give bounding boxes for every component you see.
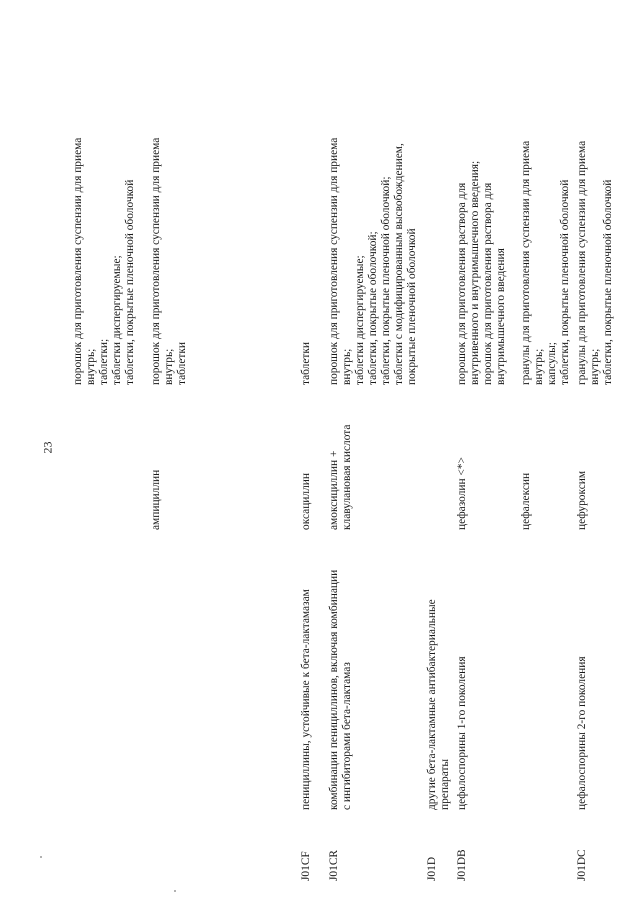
drug-name-line: цефалексин: [520, 472, 532, 530]
dosage-forms-line: таблетки, покрытые пленочной оболочкой: [602, 179, 614, 385]
dosage-forms-line: внутрь;: [85, 348, 97, 385]
dosage-forms-line: порошок для приготовления суспензии для приема: [328, 137, 340, 385]
dosage-forms: [520, 25, 572, 385]
drug-name: [576, 400, 589, 530]
dosage-forms-line: таблетки, покрытые пленочной оболочкой: [559, 179, 571, 385]
drug-name-line: оксациллин: [300, 473, 312, 530]
atc-group-line: цефалоспорины 1-го поколения: [456, 656, 468, 810]
atc-group: [456, 540, 469, 810]
atc-group: [300, 540, 313, 810]
atc-group: [426, 540, 452, 810]
drug-name-line: цефуроксим: [576, 470, 588, 530]
dosage-forms-line: внутримышечного введения: [495, 248, 507, 385]
atc-group-line: цефалоспорины 2-го поколения: [576, 656, 588, 810]
dosage-forms-line: порошок для приготовления раствора для: [482, 182, 494, 385]
dosage-forms-line: таблетки, покрытые пленочной оболочкой: [124, 179, 136, 385]
dosage-forms: [576, 25, 615, 385]
drug-name: [300, 400, 313, 530]
dosage-forms-line: внутривенного и внутримышечного введения;: [469, 160, 481, 385]
page-number: 23: [40, 441, 55, 454]
dosage-forms-line: таблетки с модифицированным высвобождением,: [393, 143, 405, 385]
atc-group-line: с ингибиторами бета-лактамаз: [341, 662, 353, 810]
dosage-forms: [150, 25, 189, 385]
drug-name: [150, 400, 163, 530]
drug-name-line: цефазолин <*>: [456, 457, 468, 530]
dosage-forms-line: таблетки, покрытые оболочкой;: [367, 231, 379, 385]
dosage-forms-line: капсулы;: [546, 342, 558, 385]
atc-group-line: препараты: [439, 758, 451, 810]
dosage-forms-line: таблетки: [300, 341, 312, 385]
atc-code: J01CR: [328, 849, 340, 881]
atc-group-line: комбинации пенициллинов, включая комбинации: [328, 569, 340, 810]
atc-group: [576, 540, 589, 810]
scan-speck: [174, 890, 176, 892]
drug-name: [328, 400, 354, 530]
atc-group: [328, 540, 354, 810]
dosage-forms-line: внутрь;: [163, 348, 175, 385]
dosage-forms-line: таблетки диспергируемые;: [111, 255, 123, 385]
dosage-forms-line: внутрь;: [533, 348, 545, 385]
dosage-forms-line: таблетки: [176, 341, 188, 385]
scan-speck: [40, 856, 42, 858]
dosage-forms-line: покрытые пленочной оболочкой: [406, 228, 418, 385]
dosage-forms: [72, 25, 137, 385]
dosage-forms: [456, 25, 508, 385]
atc-code: J01D: [426, 856, 438, 881]
dosage-forms-line: порошок для приготовления суспензии для приема: [72, 137, 84, 385]
drug-name-line: амоксициллин +: [328, 450, 340, 530]
atc-code: J01DC: [576, 849, 588, 881]
atc-group-line: пенициллины, устойчивые к бета-лактамазам: [300, 589, 312, 810]
dosage-forms-line: таблетки;: [98, 338, 110, 385]
atc-code: J01DB: [456, 849, 468, 881]
dosage-forms-line: внутрь;: [589, 348, 601, 385]
dosage-forms-line: таблетки диспергируемые;: [354, 255, 366, 385]
dosage-forms-line: таблетки, покрытые пленочной оболочкой;: [380, 176, 392, 385]
dosage-forms: [328, 25, 419, 385]
dosage-forms: [300, 25, 313, 385]
dosage-forms-line: гранулы для приготовления суспензии для приема: [520, 140, 532, 385]
dosage-forms-line: порошок для приготовления суспензии для приема: [150, 137, 162, 385]
drug-name: [520, 400, 533, 530]
dosage-forms-line: гранулы для приготовления суспензии для приема: [576, 140, 588, 385]
drug-name-line: ампициллин: [150, 469, 162, 530]
atc-group-line: другие бета-лактамные антибактериальные: [426, 599, 438, 810]
dosage-forms-line: порошок для приготовления раствора для: [456, 182, 468, 385]
drug-name-line: клавулановая кислота: [341, 424, 353, 530]
drug-name: [456, 400, 469, 530]
atc-code: J01CF: [300, 851, 312, 881]
dosage-forms-line: внутрь;: [341, 348, 353, 385]
